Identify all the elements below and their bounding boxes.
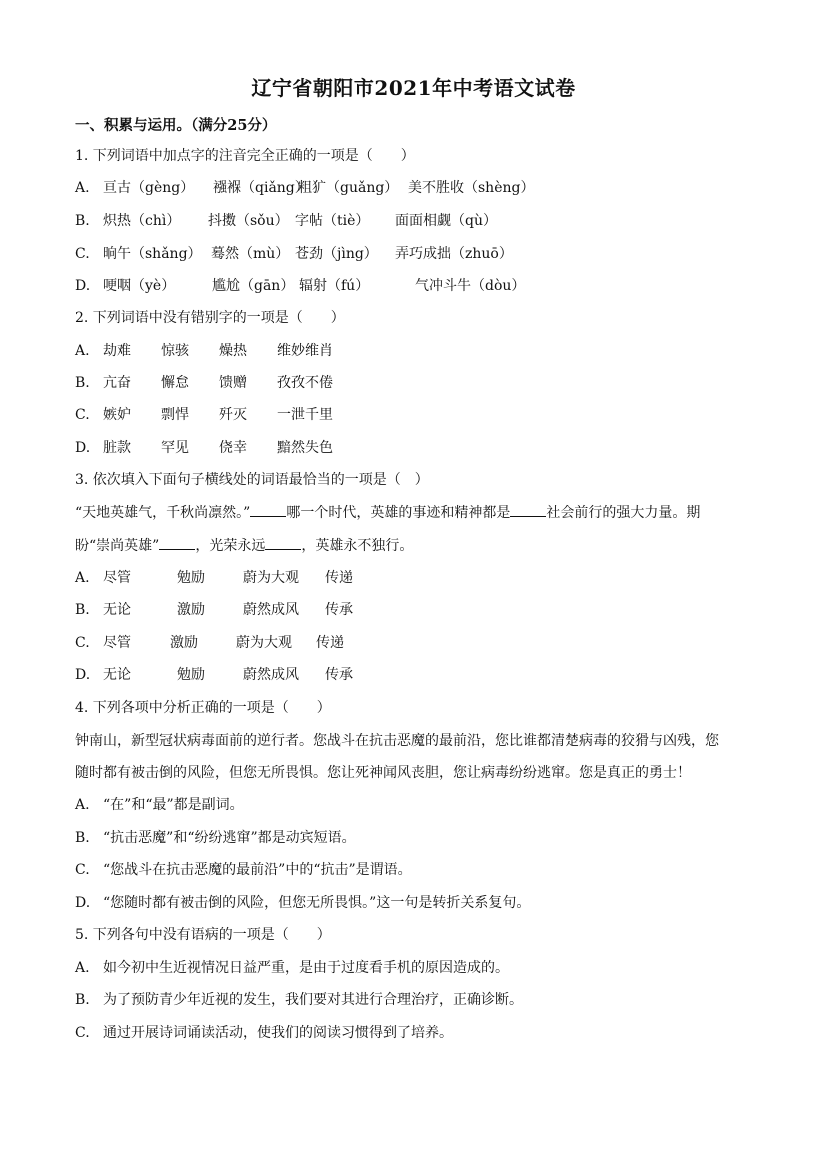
option-item: 面面相觑（qù） xyxy=(395,213,497,229)
option-label: A. xyxy=(75,180,90,196)
option-item: 一泄千里 xyxy=(277,407,333,423)
option-item: 蔚为大观 xyxy=(236,635,292,651)
option-item: 侥幸 xyxy=(219,440,247,456)
option-item: 尽管 xyxy=(103,570,131,586)
q3-option-b xyxy=(75,600,353,620)
option-item: 歼灭 xyxy=(219,407,247,423)
passage-text: “天地英雄气，千秋尚凛然。” xyxy=(75,505,251,521)
option-label: A. xyxy=(75,960,90,976)
q3-option-a xyxy=(75,568,353,588)
q3-option-c xyxy=(75,633,344,653)
q5-option-c xyxy=(75,1023,453,1043)
fill-blank xyxy=(510,503,546,517)
option-item: 激励 xyxy=(170,635,198,651)
option-item: 劫难 xyxy=(103,343,131,359)
section-heading: 一、积累与运用。（满分25分） xyxy=(75,117,277,134)
option-item: 勉励 xyxy=(177,570,205,586)
option-text: 如今初中生近视情况日益严重，是由于过度看手机的原因造成的。 xyxy=(103,960,509,976)
q4-option-c xyxy=(75,860,412,880)
option-label: B. xyxy=(75,213,90,229)
option-text: “在”和“最”都是副词。 xyxy=(103,797,244,813)
option-label: B. xyxy=(75,602,90,618)
option-item: 维妙维肖 xyxy=(277,343,333,359)
option-item: 传递 xyxy=(316,635,344,651)
option-text: 为了预防青少年近视的发生，我们要对其进行合理治疗，正确诊断。 xyxy=(103,992,523,1008)
q2-option-c xyxy=(75,405,333,425)
fill-blank xyxy=(159,536,195,550)
option-item: 激励 xyxy=(177,602,205,618)
passage-text: 社会前行的强大力量。期 xyxy=(546,505,701,521)
option-item: 传承 xyxy=(325,667,353,683)
option-label: C. xyxy=(75,246,90,262)
passage-text: ，英雄永不独行。 xyxy=(301,538,414,554)
option-label: C. xyxy=(75,407,90,423)
option-item: 嫉妒 xyxy=(103,407,131,423)
option-text: “您战斗在抗击恶魔的最前沿”中的“抗击”是谓语。 xyxy=(103,862,412,878)
option-item: 粗犷（guǎng） xyxy=(298,180,399,196)
option-item: 弄巧成拙（zhuō） xyxy=(395,246,513,262)
q5-option-b xyxy=(75,990,523,1010)
q2-option-a xyxy=(75,341,333,361)
fill-blank xyxy=(265,536,301,550)
q4-passage-line-2: 随时都有被击倒的风险，但您无所畏惧。您让死神闻风丧胆，您让病毒纷纷逃窜。您是真正的勇士！ xyxy=(75,765,691,781)
option-text: 通过开展诗词诵读活动，使我们的阅读习惯得到了培养。 xyxy=(103,1025,453,1041)
option-label: D. xyxy=(75,278,91,294)
option-text: “您随时都有被击倒的风险，但您无所畏惧。”这一句是转折关系复句。 xyxy=(103,895,531,911)
option-label: C. xyxy=(75,862,90,878)
option-item: 燥热 xyxy=(219,343,247,359)
fill-blank xyxy=(250,503,286,517)
q3-option-d xyxy=(75,665,353,685)
q2-option-d xyxy=(75,438,333,458)
option-item: 孜孜不倦 xyxy=(277,375,333,391)
q1-option-c xyxy=(75,244,513,264)
q4-option-d xyxy=(75,893,530,913)
q1-option-a xyxy=(75,178,534,198)
option-label: C. xyxy=(75,1025,90,1041)
option-item: 黯然失色 xyxy=(277,440,333,456)
option-label: C. xyxy=(75,635,90,651)
q4-option-a xyxy=(75,795,244,815)
option-item: 抖擞（sǒu） xyxy=(208,213,289,229)
option-item: 无论 xyxy=(103,667,131,683)
option-item: 哽咽（yè） xyxy=(103,278,176,294)
option-text: “抗击恶魔”和“纷纷逃窜”都是动宾短语。 xyxy=(103,830,356,846)
q4-option-b xyxy=(75,828,356,848)
option-item: 辐射（fú） xyxy=(299,278,370,294)
q1-option-b xyxy=(75,211,497,231)
q3-passage-line-2 xyxy=(75,536,413,556)
option-label: D. xyxy=(75,667,91,683)
option-item: 亢奋 xyxy=(103,375,131,391)
passage-text: 盼“崇尚英雄” xyxy=(75,538,160,554)
option-item: 炽热（chì） xyxy=(103,213,181,229)
option-label: A. xyxy=(75,343,90,359)
option-item: 传承 xyxy=(325,602,353,618)
option-item: 蔚然成风 xyxy=(243,667,299,683)
option-item: 美不胜收（shèng） xyxy=(408,180,535,196)
option-item: 馈赠 xyxy=(219,375,247,391)
option-label: D. xyxy=(75,440,91,456)
option-item: 罕见 xyxy=(161,440,189,456)
option-item: 蓦然（mù） xyxy=(211,246,290,262)
option-item: 剽悍 xyxy=(161,407,189,423)
question-5-stem: 5. 下列各句中没有语病的一项是（ ） xyxy=(75,927,331,943)
option-item: 蔚然成风 xyxy=(243,602,299,618)
option-item: 传递 xyxy=(325,570,353,586)
option-item: 苍劲（jìng） xyxy=(295,246,378,262)
q4-passage-line-1: 钟南山，新型冠状病毒面前的逆行者。您战斗在抗击恶魔的最前沿，您比谁都清楚病毒的狡猾与凶残，您 xyxy=(75,733,719,749)
option-label: A. xyxy=(75,797,90,813)
option-item: 脏款 xyxy=(103,440,131,456)
option-item: 勉励 xyxy=(177,667,205,683)
page-title: 辽宁省朝阳市2021年中考语文试卷 xyxy=(251,76,576,100)
question-4-stem: 4. 下列各项中分析正确的一项是（ ） xyxy=(75,700,331,716)
option-item: 襁褓（qiǎng） xyxy=(213,180,309,196)
option-item: 惊骇 xyxy=(161,343,189,359)
option-item: 晌午（shǎng） xyxy=(103,246,202,262)
option-item: 字帖（tiè） xyxy=(295,213,370,229)
option-item: 尽管 xyxy=(103,635,131,651)
option-label: B. xyxy=(75,375,90,391)
option-item: 懈怠 xyxy=(161,375,189,391)
option-item: 蔚为大观 xyxy=(243,570,299,586)
option-label: A. xyxy=(75,570,90,586)
question-3-stem: 3. 依次填入下面句子横线处的词语最恰当的一项是（ ） xyxy=(75,472,429,488)
passage-text: 哪一个时代，英雄的事迹和精神都是 xyxy=(286,505,511,521)
option-item: 无论 xyxy=(103,602,131,618)
option-label: B. xyxy=(75,992,90,1008)
q3-passage-line-1 xyxy=(75,503,700,523)
option-item: 气冲斗牛（dòu） xyxy=(415,278,526,294)
q5-option-a xyxy=(75,958,509,978)
question-1-stem: 1. 下列词语中加点字的注音完全正确的一项是（ ） xyxy=(75,148,415,164)
passage-text: ，光荣永远 xyxy=(195,538,266,554)
option-item: 亘古（gèng） xyxy=(103,180,195,196)
question-2-stem: 2. 下列词语中没有错别字的一项是（ ） xyxy=(75,310,345,326)
option-label: D. xyxy=(75,895,91,911)
option-item: 尴尬（gān） xyxy=(212,278,295,294)
option-label: B. xyxy=(75,830,90,846)
q1-option-d xyxy=(75,276,525,296)
q2-option-b xyxy=(75,373,333,393)
